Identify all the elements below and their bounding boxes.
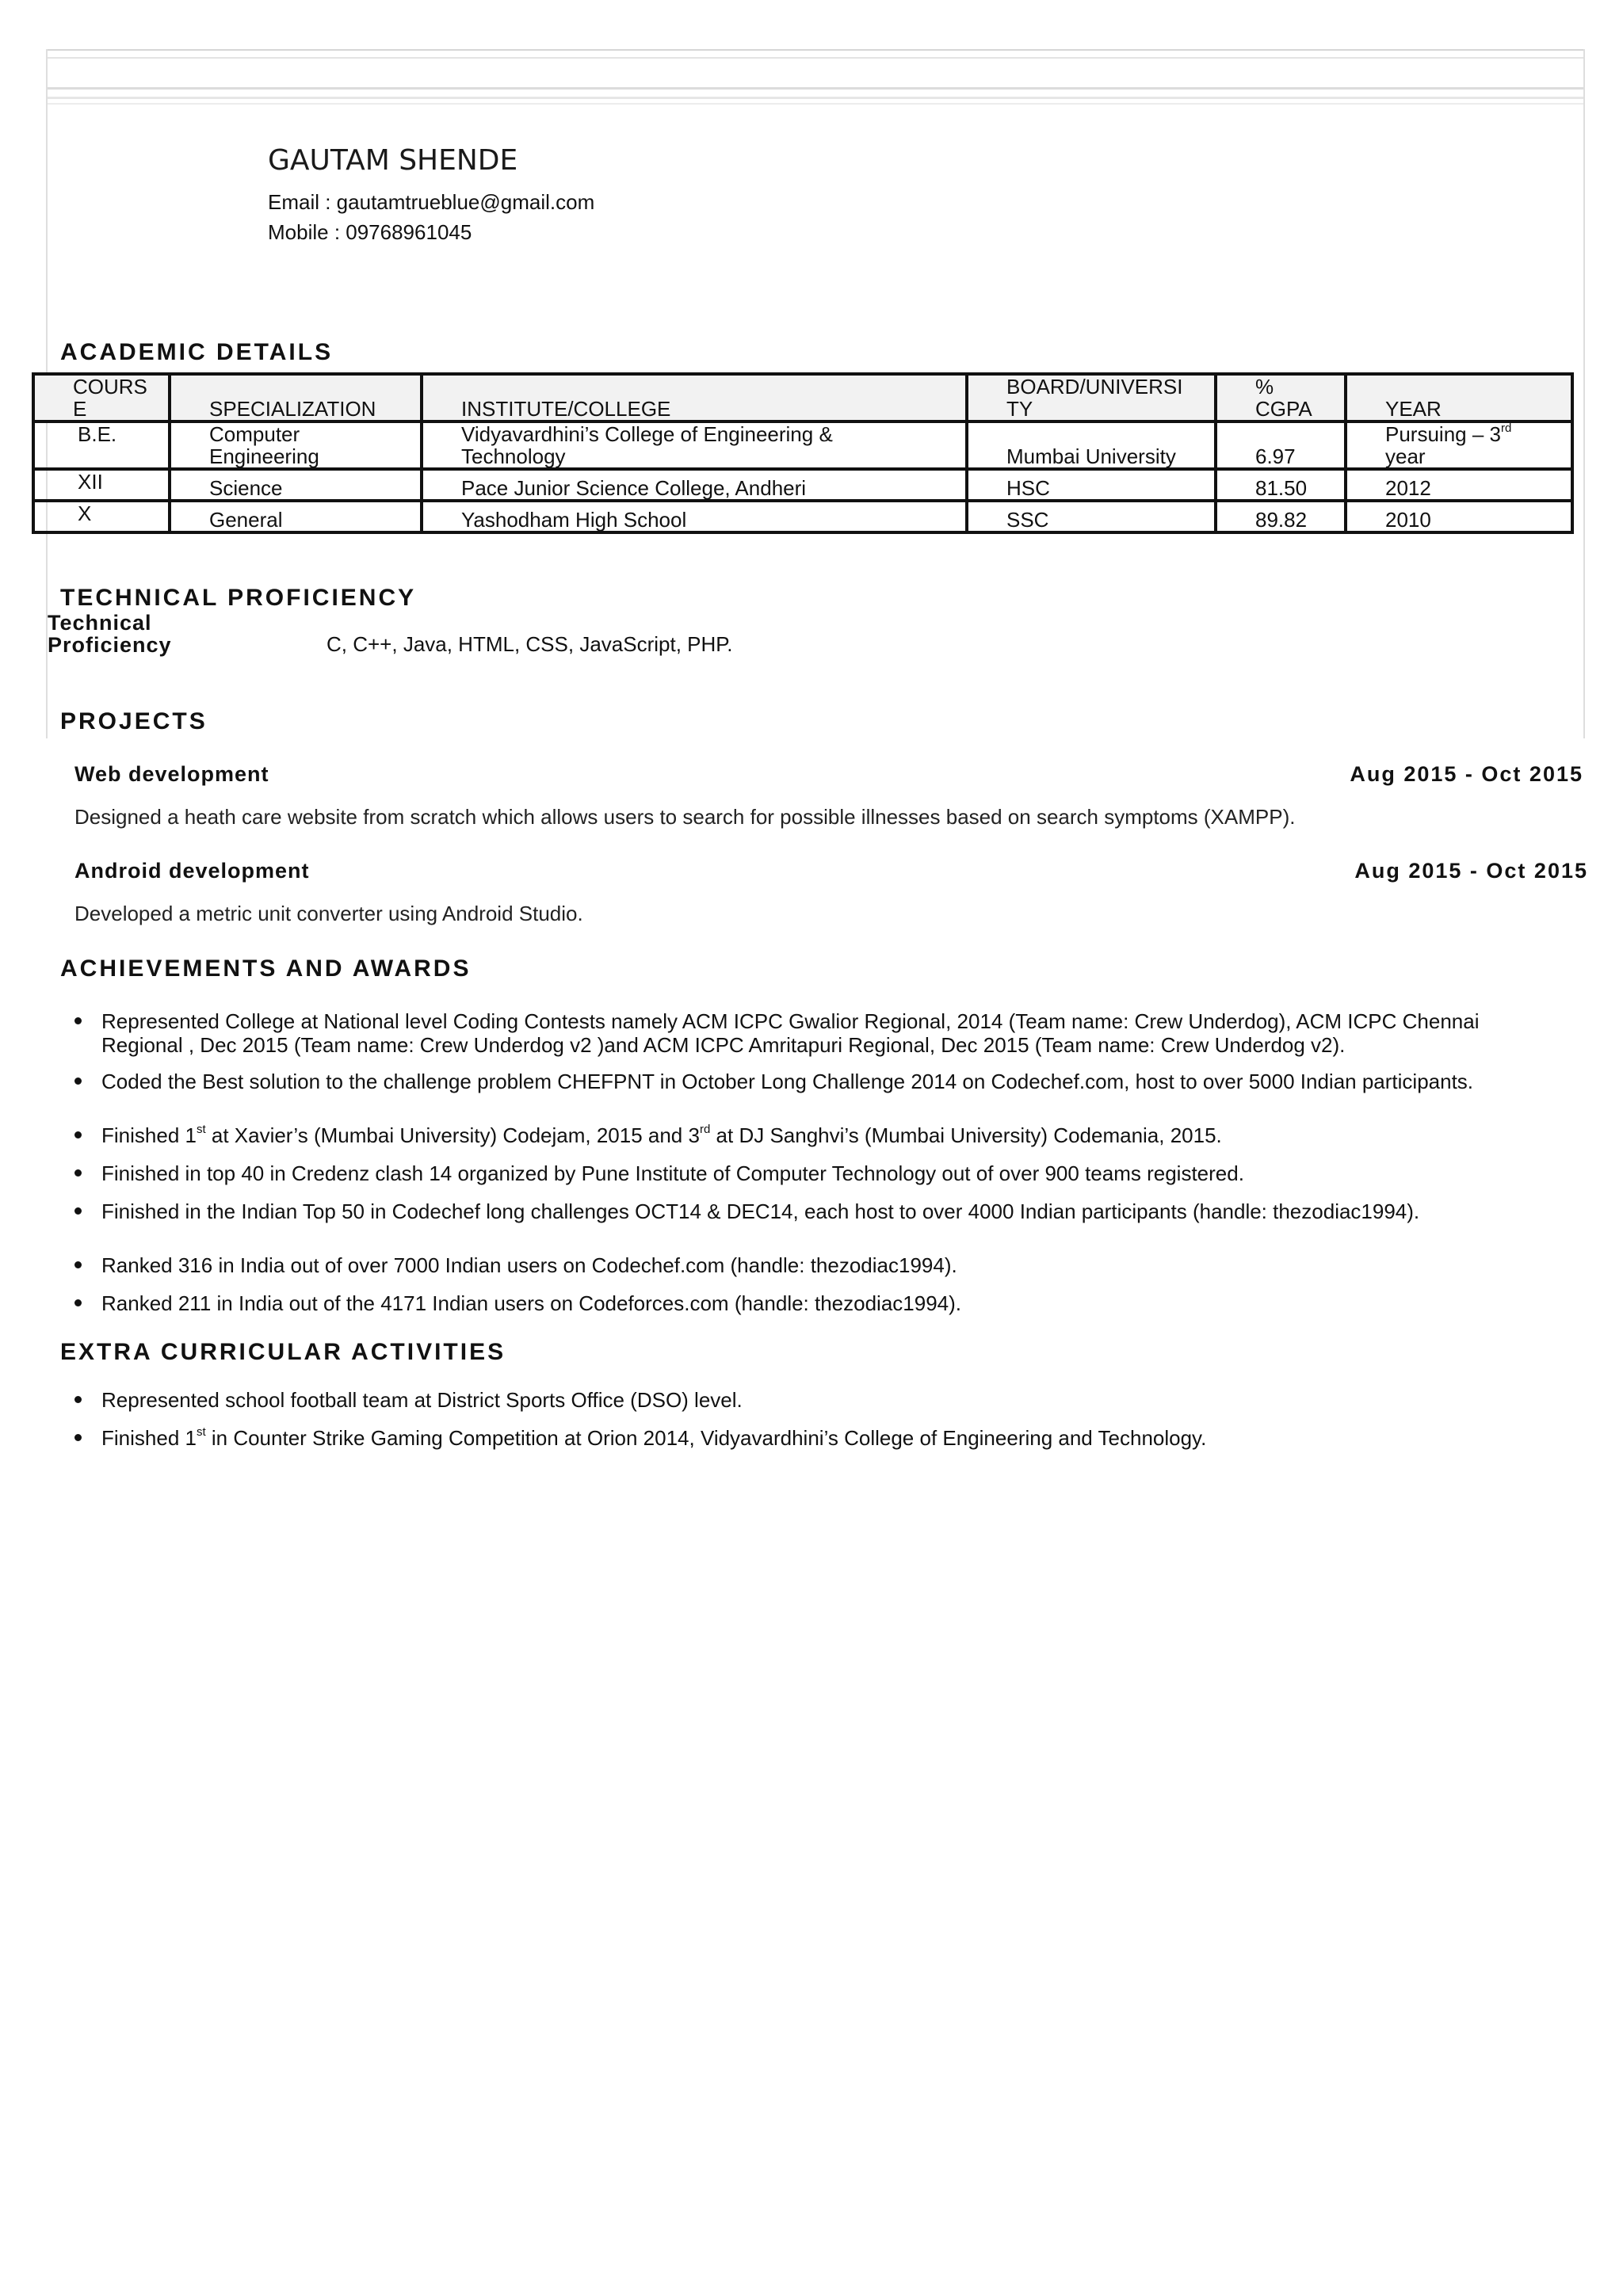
extracurricular-section-title: EXTRA CURRICULAR ACTIVITIES <box>60 1339 506 1365</box>
technical-section-title: TECHNICAL PROFICIENCY <box>60 585 417 611</box>
cell-year: 2012 <box>1346 469 1572 501</box>
cell-cgpa: 89.82 <box>1216 501 1346 532</box>
projects-section-title: PROJECTS <box>60 708 208 734</box>
column-header-board: BOARD/UNIVERSI TY <box>967 374 1216 421</box>
column-header-specialization: SPECIALIZATION <box>170 374 422 421</box>
cell-course: XII <box>33 469 170 501</box>
list-item-text: Ranked 316 in India out of over 7000 Indian users on Codechef.com (handle: thezodiac1994). <box>101 1253 957 1277</box>
column-header-year: YEAR <box>1346 374 1572 421</box>
academic-table-header-row <box>33 374 1572 421</box>
ordinal-superscript: rd <box>699 1123 711 1137</box>
top-frame-line-5 <box>46 103 1585 105</box>
cell-specialization: Computer Engineering <box>170 421 422 469</box>
text-part: Finished 1 <box>101 1123 197 1147</box>
bullet-icon <box>74 1169 82 1177</box>
bullet-icon <box>74 1261 82 1268</box>
list-item-text <box>101 1123 1591 1147</box>
achievement-line-2: Regional , Dec 2015 (Team name: Crew Underdog v2 )and ACM ICPC Amritapuri Regional, Dec 2015 (Team name: Crew Underdog v2). <box>101 1033 1346 1057</box>
email-line: Email : gautamtrueblue@gmail.com <box>268 190 595 214</box>
cell-institute: Vidyavardhini’s College of Engineering & Technology <box>422 421 967 469</box>
year-text-line2: year <box>1385 444 1426 468</box>
frame-right-edge <box>1583 49 1585 738</box>
list-item-text <box>101 1426 1591 1450</box>
bullet-icon <box>74 1207 82 1215</box>
bullet-icon <box>74 1434 82 1441</box>
cell-year: 2010 <box>1346 501 1572 532</box>
technical-label-line2: Proficiency <box>48 633 172 657</box>
bullet-icon <box>74 1017 82 1024</box>
bullet-icon <box>74 1131 82 1138</box>
cell-course: B.E. <box>33 421 170 469</box>
table-row <box>33 501 1572 532</box>
bullet-icon <box>74 1299 82 1306</box>
academic-section-title: ACADEMIC DETAILS <box>60 339 334 365</box>
list-item-text: Ranked 211 in India out of the 4171 Indian users on Codeforces.com (handle: thezodiac1994). <box>101 1291 962 1315</box>
cell-institute: Pace Junior Science College, Andheri <box>422 469 967 501</box>
cell-board: HSC <box>967 469 1216 501</box>
project-description-web: Designed a heath care website from scratch which allows users to search for possible illnesses based on search symptoms (XAMPP). <box>74 805 1296 829</box>
achievements-section-title: ACHIEVEMENTS AND AWARDS <box>60 955 472 982</box>
column-header-cgpa: % CGPA <box>1216 374 1346 421</box>
technical-label-line1: Technical <box>48 611 152 635</box>
cell-specialization: Science <box>170 469 422 501</box>
list-item-text: Finished in the Indian Top 50 in Codechef long challenges OCT14 & DEC14, each host to over 4000 Indian participants (handle: thezodiac1994). <box>101 1199 1420 1223</box>
achievement-line-1: Represented College at National level Coding Contests namely ACM ICPC Gwalior Regional, 2014 (Team name: Crew Underdog), ACM ICPC Chennai <box>101 1009 1480 1033</box>
top-frame-line-2 <box>46 57 1585 59</box>
list-item-text <box>101 1009 1591 1057</box>
academic-table <box>32 372 1574 534</box>
project-title-android: Android development <box>74 859 310 883</box>
cell-year <box>1346 421 1572 469</box>
cell-specialization: General <box>170 501 422 532</box>
cell-board: Mumbai University <box>967 421 1216 469</box>
top-frame-line-4 <box>46 97 1585 99</box>
text-part: at DJ Sanghvi’s (Mumbai University) Codemania, 2015. <box>710 1123 1222 1147</box>
cell-cgpa: 6.97 <box>1216 421 1346 469</box>
column-header-institute: INSTITUTE/COLLEGE <box>422 374 967 421</box>
text-part: at Xavier’s (Mumbai University) Codejam, 2015 and 3 <box>205 1123 700 1147</box>
column-header-course: COURS E <box>33 374 170 421</box>
table-row <box>33 421 1572 469</box>
cell-board: SSC <box>967 501 1216 532</box>
technical-skills-value: C, C++, Java, HTML, CSS, JavaScript, PHP. <box>327 632 733 656</box>
list-item-text: Represented school football team at District Sports Office (DSO) level. <box>101 1388 743 1412</box>
project-date-android: Aug 2015 - Oct 2015 <box>1354 859 1588 883</box>
mobile-line: Mobile : 09768961045 <box>268 220 472 244</box>
list-item-text: Finished in top 40 in Credenz clash 14 organized by Pune Institute of Computer Technology out of over 900 teams registered. <box>101 1161 1244 1185</box>
year-superscript: rd <box>1500 421 1512 436</box>
ordinal-superscript: st <box>196 1123 206 1137</box>
bullet-icon <box>74 1077 82 1085</box>
top-frame-line-3 <box>46 87 1585 90</box>
text-part: in Counter Strike Gaming Competition at Orion 2014, Vidyavardhini’s College of Engineering and Technology. <box>205 1426 1207 1450</box>
bullet-icon <box>74 1396 82 1403</box>
cell-course: X <box>33 501 170 532</box>
top-frame-line-1 <box>46 49 1585 51</box>
cell-institute: Yashodham High School <box>422 501 967 532</box>
candidate-name: GAUTAM SHENDE <box>268 144 518 177</box>
ordinal-superscript: st <box>196 1425 206 1440</box>
year-text: Pursuing – 3 <box>1385 422 1501 446</box>
project-title-web: Web development <box>74 762 269 786</box>
text-part: Finished 1 <box>101 1426 197 1450</box>
table-row <box>33 469 1572 501</box>
project-description-android: Developed a metric unit converter using Android Studio. <box>74 902 583 925</box>
cell-cgpa: 81.50 <box>1216 469 1346 501</box>
list-item-text: Coded the Best solution to the challenge problem CHEFPNT in October Long Challenge 2014 on Codechef.com, host to over 5000 Indian participants. <box>101 1070 1474 1093</box>
project-date-web: Aug 2015 - Oct 2015 <box>1350 762 1583 786</box>
